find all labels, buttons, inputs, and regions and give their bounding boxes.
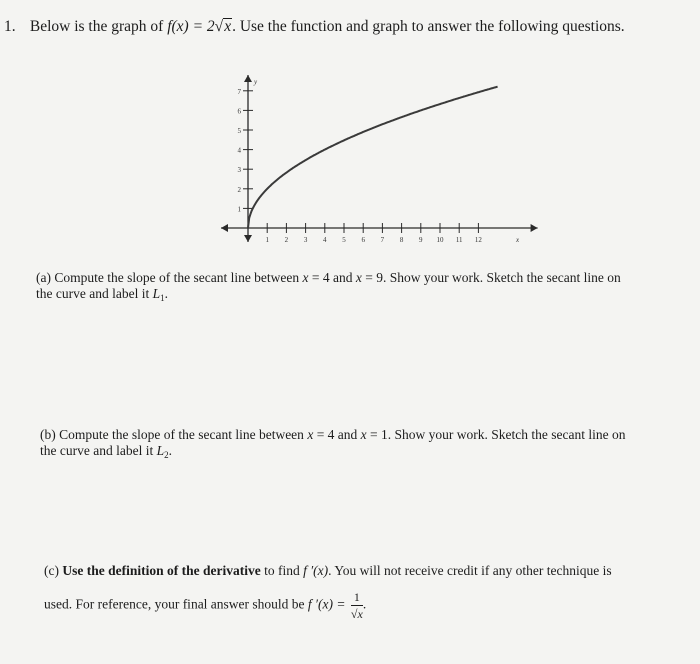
part-a-end: . [164,286,168,301]
answer-fraction [351,589,363,622]
x-tick-label: 4 [323,236,327,244]
part-b-line-sub: 2 [164,450,169,460]
part-b-x2: x [360,427,367,442]
x-tick-label: 12 [474,236,482,244]
part-c-end: . [362,596,367,612]
part-a-x1: x [302,270,309,285]
y-tick-label: 4 [237,146,241,155]
part-b-text1: Compute the slope of the secant line between [59,427,304,442]
y-tick-label: 5 [237,127,241,135]
y-tick-label: 1 [237,205,241,214]
part-b-eq1: = 1. Show your work. Sketch the secant line on [370,427,626,442]
ticks [238,78,521,244]
x-tick-label: 2 [284,236,289,244]
part-b-eq4: = 4 and [316,427,358,442]
y-axis-arrow-up [244,75,252,82]
axes [221,75,538,242]
x-tick-label: 10 [436,236,444,244]
part-c-fprime: f ′(x) [303,563,329,578]
fraction-numerator: 1 [351,589,363,606]
part-c-fprime2: f ′(x) = [307,596,346,612]
x-axis-arrow-left [221,224,228,232]
x-axis-arrow-right [531,224,538,232]
radical-sign: √ [214,18,224,35]
part-b-text2: the curve and label it [40,443,154,458]
part-a-eq4: = 4 and [311,270,353,285]
y-tick-label: 7 [237,87,241,96]
part-a-eq9: = 9. Show your work. Sketch the secant line on [365,270,621,285]
x-tick-label: 6 [361,236,365,244]
x-tick-label: 3 [303,236,308,244]
question-header [4,18,625,36]
x-tick-label: 7 [380,236,385,244]
y-axis-arrow-down [244,235,252,242]
part-b [40,427,695,463]
part-c-text3: used. For reference, your final answer should be [44,596,305,612]
part-a-line-sub: 1 [160,293,165,303]
header-text-before: Below is the graph of [29,18,164,35]
part-c-text2: . You will not receive credit if any other technique is [328,563,612,578]
x-tick-label: 5 [342,236,346,244]
y-tick-label: 3 [237,166,241,175]
part-a [36,270,696,306]
x-tick-label: 11 [455,236,463,244]
function-radicand: x [224,18,232,35]
part-c-text1: to find [264,563,300,578]
function-lhs: f(x) = 2 [167,18,215,35]
part-c [44,563,694,622]
part-a-label: (a) [36,270,51,285]
y-axis-label: y [254,78,258,86]
part-b-end: . [168,443,172,458]
part-b-line-name: L [156,443,165,458]
x-tick-label: 1 [265,236,269,244]
part-a-text2: the curve and label it [36,286,150,301]
x-tick-label: 9 [419,236,423,244]
part-c-label: (c) [44,563,59,578]
function-graph [215,72,520,252]
part-a-x2: x [355,270,362,285]
part-a-line-name: L [152,286,161,301]
sqrt-curve [248,87,498,228]
part-b-label: (b) [40,427,56,442]
y-tick-label: 2 [237,185,241,194]
x-tick-label: 8 [399,236,404,244]
fraction-denominator: √x [350,607,363,621]
part-b-x1: x [307,427,314,442]
header-text-after: . Use the function and graph to answer the following questions. [232,18,625,35]
question-number: 1. [4,18,16,35]
x-axis-label: x [516,236,520,244]
part-c-bold-text: Use the definition of the derivative [62,563,261,578]
part-a-text1: Compute the slope of the secant line between [54,270,300,285]
y-tick-label: 6 [237,107,241,116]
